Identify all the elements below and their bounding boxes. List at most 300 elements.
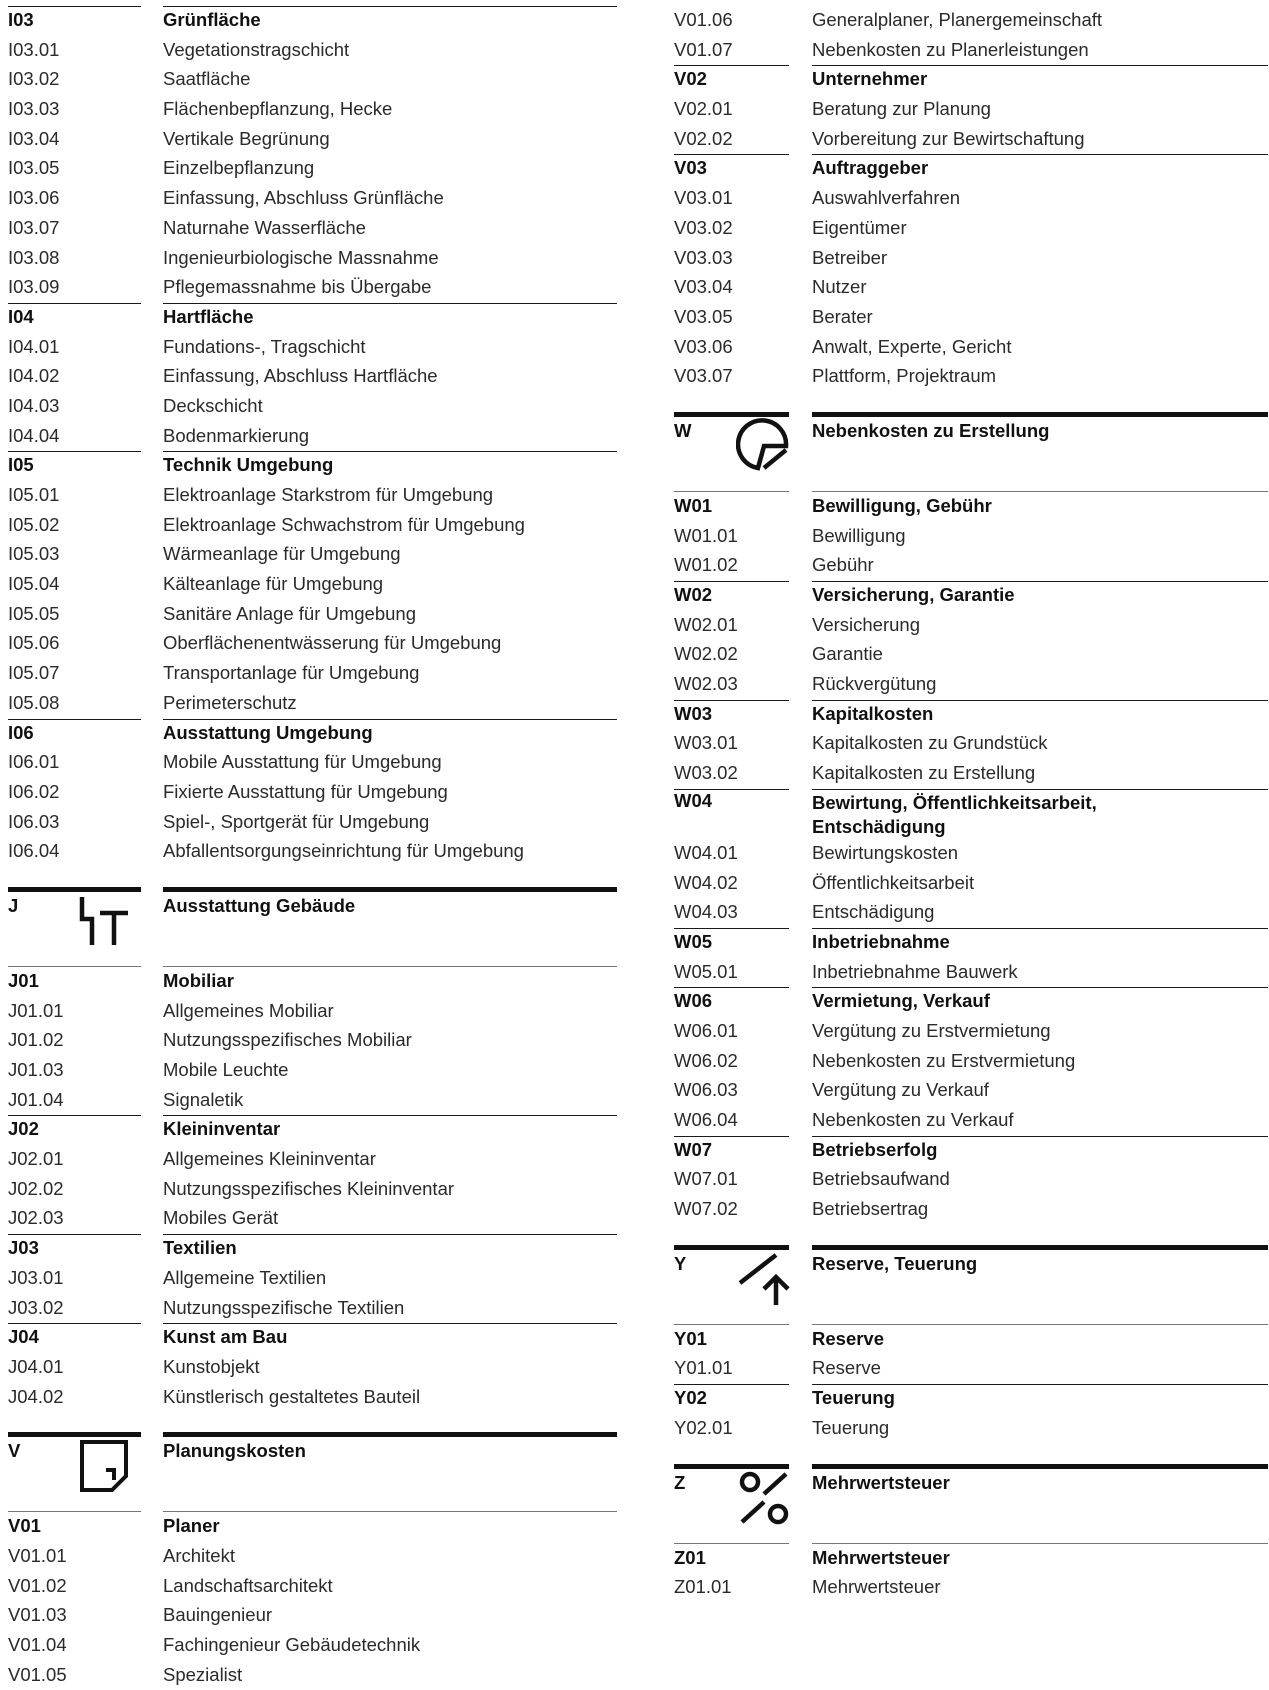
item-code: V01.03 — [8, 1604, 67, 1626]
group-code: W04 — [674, 789, 713, 811]
rising-arrow-icon — [736, 1251, 792, 1307]
item-label: Landschaftsarchitekt — [163, 1574, 333, 1596]
item-label: Ingenieurbiologische Massnahme — [163, 246, 439, 268]
group-code: V03 — [674, 157, 707, 179]
item-code: V03.05 — [674, 305, 733, 327]
section-title: Ausstattung Gebäude — [163, 894, 356, 916]
item-label: Betreiber — [812, 246, 888, 268]
item-code: Z01.01 — [674, 1576, 732, 1598]
item-code: W02.01 — [674, 613, 738, 635]
item-label: Nutzungsspezifisches Mobiliar — [163, 1029, 412, 1051]
section-header-j — [8, 887, 617, 967]
item-code: J02.01 — [8, 1148, 64, 1170]
item-row — [674, 1047, 1268, 1077]
item-label: Teuerung — [812, 1416, 890, 1438]
item-row — [8, 1145, 617, 1175]
group-code: I03 — [8, 9, 34, 30]
section-rule — [674, 1245, 789, 1250]
group-row-j02 — [8, 1115, 617, 1145]
item-label: Wärmeanlage für Umgebung — [163, 543, 401, 565]
item-row — [8, 1026, 617, 1056]
item-code: I03.08 — [8, 246, 60, 268]
item-code: V03.06 — [674, 335, 733, 357]
item-code: W07.02 — [674, 1198, 738, 1220]
item-code: I04.04 — [8, 424, 60, 446]
item-row — [8, 65, 617, 95]
group-row-w05 — [674, 928, 1268, 958]
item-label: Vergütung zu Verkauf — [812, 1079, 989, 1101]
group-label: Betriebserfolg — [812, 1138, 938, 1160]
item-row — [8, 1353, 617, 1383]
item-code: V01.02 — [8, 1574, 67, 1596]
item-label: Perimeterschutz — [163, 691, 297, 713]
group-row-i04 — [8, 303, 617, 333]
item-row — [674, 184, 1268, 214]
section-rule — [163, 887, 617, 892]
item-label: Allgemeine Textilien — [163, 1266, 327, 1288]
section-rule — [8, 1432, 141, 1437]
section-rule — [674, 412, 789, 417]
item-row — [8, 540, 617, 570]
item-row — [674, 6, 1268, 36]
group-label: Reserve — [812, 1327, 885, 1349]
group-label: Mobiliar — [163, 969, 234, 991]
item-code: I04.02 — [8, 365, 60, 387]
item-label: Einzelbepflanzung — [163, 157, 315, 179]
item-row — [674, 1414, 1268, 1444]
group-label: Vermietung, Verkauf — [812, 990, 990, 1012]
group-label: Hartfläche — [163, 305, 254, 327]
group-label: Auftraggeber — [812, 157, 929, 179]
group-code: Y02 — [674, 1387, 707, 1409]
item-row — [8, 600, 617, 630]
item-row — [8, 1601, 617, 1631]
item-row — [8, 837, 617, 867]
item-row — [8, 1056, 617, 1086]
group-label: Mehrwertsteuer — [812, 1546, 950, 1568]
left-column — [8, 0, 617, 1690]
item-code: I05.06 — [8, 632, 60, 654]
group-code: W05 — [674, 930, 713, 952]
item-row — [674, 1017, 1268, 1047]
group-label: Ausstattung Umgebung — [163, 721, 373, 743]
group-row-y02 — [674, 1384, 1268, 1414]
item-row — [8, 36, 617, 66]
item-label: Kälteanlage für Umgebung — [163, 573, 384, 595]
item-label: Bauingenieur — [163, 1604, 273, 1626]
item-code: V01.01 — [8, 1544, 67, 1566]
item-row — [674, 1106, 1268, 1136]
group-label: Technik Umgebung — [163, 454, 334, 476]
group-label: Unternehmer — [812, 68, 928, 90]
item-code: W06.01 — [674, 1019, 738, 1041]
item-label: Mobiles Gerät — [163, 1207, 279, 1229]
item-row — [8, 244, 617, 274]
item-label: Kapitalkosten zu Grundstück — [812, 732, 1048, 754]
item-row — [674, 522, 1268, 552]
item-label: Sanitäre Anlage für Umgebung — [163, 602, 417, 624]
item-code: I03.03 — [8, 98, 60, 120]
item-label: Abfallentsorgungseinrichtung für Umgebung — [163, 840, 524, 862]
item-code: J01.02 — [8, 1029, 64, 1051]
group-code: W06 — [674, 990, 713, 1012]
group-code: J01 — [8, 969, 39, 991]
group-code: I05 — [8, 454, 34, 476]
item-label: Bodenmarkierung — [163, 424, 310, 446]
item-row — [8, 1086, 617, 1116]
item-row — [8, 748, 617, 778]
item-label: Garantie — [812, 643, 883, 665]
item-label: Vergütung zu Erstvermietung — [812, 1019, 1051, 1041]
group-row-w01 — [674, 492, 1268, 522]
group-code: Y01 — [674, 1327, 707, 1349]
item-row — [8, 778, 617, 808]
item-row — [674, 303, 1268, 333]
group-row-j03 — [8, 1234, 617, 1264]
item-code: Y02.01 — [674, 1416, 733, 1438]
section-code: J — [8, 894, 19, 916]
group-code: W07 — [674, 1138, 713, 1160]
item-row — [674, 1354, 1268, 1384]
group-row-w06 — [674, 987, 1268, 1017]
item-label: Spiel-, Sportgerät für Umgebung — [163, 810, 430, 832]
item-row — [8, 95, 617, 125]
item-label: Mobile Ausstattung für Umgebung — [163, 751, 442, 773]
item-row — [8, 392, 617, 422]
item-code: V02.02 — [674, 127, 733, 149]
item-label: Nutzer — [812, 276, 867, 298]
item-label: Betriebsaufwand — [812, 1168, 950, 1190]
item-label: Künstlerisch gestaltetes Bauteil — [163, 1385, 421, 1407]
item-label: Naturnahe Wasserfläche — [163, 216, 366, 238]
group-row-w07 — [674, 1136, 1268, 1166]
item-label: Kunstobjekt — [163, 1355, 260, 1377]
item-code: J02.03 — [8, 1207, 64, 1229]
item-code: I03.07 — [8, 216, 60, 238]
item-row — [8, 570, 617, 600]
item-code: I03.04 — [8, 127, 60, 149]
item-row — [8, 1631, 617, 1661]
group-label: Bewirtung, Öffentlichkeitsarbeit, Entschädigung — [812, 791, 1097, 837]
item-label: Pflegemassnahme bis Übergabe — [163, 276, 432, 298]
item-label: Fundations-, Tragschicht — [163, 335, 366, 357]
group-row-i03 — [8, 6, 617, 36]
item-label: Inbetriebnahme Bauwerk — [812, 960, 1018, 982]
section-rule — [812, 1464, 1268, 1469]
section-code: Y — [674, 1252, 687, 1274]
item-label: Nebenkosten zu Planerleistungen — [812, 38, 1089, 60]
item-row — [8, 629, 617, 659]
item-label: Fixierte Ausstattung für Umgebung — [163, 780, 448, 802]
item-code: W04.02 — [674, 871, 738, 893]
item-label: Fachingenieur Gebäudetechnik — [163, 1634, 421, 1655]
item-label: Entschädigung — [812, 901, 935, 923]
section-rule — [674, 1464, 789, 1469]
item-label: Elektroanlage Schwachstrom für Umgebung — [163, 513, 525, 535]
item-row — [674, 640, 1268, 670]
item-label: Auswahlverfahren — [812, 187, 961, 209]
item-label: Allgemeines Kleininventar — [163, 1148, 376, 1170]
item-label: Mobile Leuchte — [163, 1059, 289, 1080]
item-label: Plattform, Projektraum — [812, 365, 997, 387]
item-row — [8, 1264, 617, 1294]
item-code: I05.08 — [8, 691, 60, 713]
item-code: I06.02 — [8, 780, 60, 802]
item-code: W07.01 — [674, 1168, 738, 1190]
item-label: Nutzungsspezifische Textilien — [163, 1296, 405, 1318]
item-code: I06.04 — [8, 840, 60, 862]
item-code: Y01.01 — [674, 1357, 733, 1379]
section-header-w — [674, 412, 1268, 492]
item-label: Spezialist — [163, 1663, 243, 1685]
item-row — [8, 1204, 617, 1234]
item-code: I05.02 — [8, 513, 60, 535]
group-row-w03 — [674, 700, 1268, 730]
item-code: V02.01 — [674, 98, 733, 120]
item-row — [8, 689, 617, 719]
item-code: V01.04 — [8, 1634, 67, 1655]
item-row — [8, 422, 617, 452]
item-label: Einfassung, Abschluss Hartfläche — [163, 365, 438, 387]
item-code: I05.04 — [8, 573, 60, 595]
item-row — [674, 551, 1268, 581]
pie-icon — [736, 418, 792, 474]
item-label: Nebenkosten zu Verkauf — [812, 1109, 1014, 1130]
item-label: Rückvergütung — [812, 673, 937, 695]
section-title: Nebenkosten zu Erstellung — [812, 419, 1050, 441]
item-code: J01.04 — [8, 1088, 64, 1110]
item-row — [8, 808, 617, 838]
group-row-v01 — [8, 1512, 617, 1542]
group-row-j01 — [8, 967, 617, 997]
item-code: W02.03 — [674, 673, 738, 695]
group-code: W01 — [674, 494, 713, 516]
document-icon — [76, 1438, 132, 1494]
item-row — [8, 273, 617, 303]
item-label: Öffentlichkeitsarbeit — [812, 871, 975, 893]
group-row-w02 — [674, 581, 1268, 611]
section-title: Planungskosten — [163, 1440, 306, 1462]
group-row-v02 — [674, 65, 1268, 95]
item-code: V03.02 — [674, 216, 733, 238]
group-code: I04 — [8, 305, 34, 327]
item-code: V01.06 — [674, 9, 733, 30]
item-code: V03.07 — [674, 365, 733, 387]
item-code: W04.03 — [674, 901, 738, 923]
item-row — [674, 670, 1268, 700]
group-label: Grünfläche — [163, 9, 261, 30]
group-rule — [812, 789, 1268, 790]
group-code: J02 — [8, 1118, 39, 1140]
item-row — [674, 273, 1268, 303]
item-row — [8, 1542, 617, 1572]
item-code: I06.01 — [8, 751, 60, 773]
group-row-i05 — [8, 451, 617, 481]
item-row — [8, 184, 617, 214]
item-label: Nutzungsspezifisches Kleininventar — [163, 1177, 455, 1199]
item-row — [674, 611, 1268, 641]
item-code: V01.05 — [8, 1663, 67, 1685]
item-code: V01.07 — [674, 38, 733, 60]
section-title: Mehrwertsteuer — [812, 1471, 950, 1493]
section-code: Z — [674, 1471, 686, 1493]
item-label: Saatfläche — [163, 68, 251, 90]
item-row — [8, 1383, 617, 1413]
item-row — [674, 1195, 1268, 1225]
group-row-w04 — [674, 789, 1268, 839]
section-rule — [812, 1245, 1268, 1250]
item-label: Gebühr — [812, 554, 874, 576]
item-label: Signaletik — [163, 1088, 244, 1110]
group-code: J03 — [8, 1237, 39, 1259]
item-code: W05.01 — [674, 960, 738, 982]
item-row — [8, 125, 617, 155]
group-row-y01 — [674, 1325, 1268, 1355]
furniture-icon — [76, 893, 132, 949]
item-code: V03.01 — [674, 187, 733, 209]
section-rule — [8, 887, 141, 892]
item-label: Eigentümer — [812, 216, 907, 238]
item-row — [8, 333, 617, 363]
group-code: Z01 — [674, 1546, 706, 1568]
item-code: J01.01 — [8, 999, 64, 1021]
item-row — [8, 1175, 617, 1205]
item-label: Flächenbepflanzung, Hecke — [163, 98, 393, 120]
item-code: W03.01 — [674, 732, 738, 754]
item-row — [674, 36, 1268, 66]
item-label: Nebenkosten zu Erstvermietung — [812, 1049, 1076, 1071]
item-code: I06.03 — [8, 810, 60, 832]
item-row — [8, 481, 617, 511]
item-row — [674, 759, 1268, 789]
section-code: V — [8, 1440, 21, 1462]
item-label: Architekt — [163, 1544, 235, 1566]
item-row — [8, 1661, 617, 1690]
item-code: I05.05 — [8, 602, 60, 624]
group-code: W03 — [674, 702, 713, 724]
item-code: W04.01 — [674, 841, 738, 863]
item-label: Generalplaner, Planergemeinschaft — [812, 9, 1103, 30]
item-code: J01.03 — [8, 1059, 64, 1080]
item-row — [674, 244, 1268, 274]
item-label: Vertikale Begrünung — [163, 127, 330, 149]
right-column — [674, 0, 1268, 1603]
section-header-z — [674, 1464, 1268, 1544]
item-code: I05.01 — [8, 484, 60, 505]
item-code: I04.01 — [8, 335, 60, 357]
item-row — [674, 1573, 1268, 1603]
item-code: I04.03 — [8, 394, 60, 416]
item-code: J04.02 — [8, 1385, 64, 1407]
item-label: Berater — [812, 305, 873, 327]
section-header-y — [674, 1245, 1268, 1325]
group-label: Teuerung — [812, 1387, 895, 1409]
item-row — [674, 1165, 1268, 1195]
item-label: Kapitalkosten zu Erstellung — [812, 762, 1036, 784]
section-title: Reserve, Teuerung — [812, 1252, 978, 1274]
group-code: W02 — [674, 584, 713, 605]
section-rule — [812, 412, 1268, 417]
item-code: J03.01 — [8, 1266, 64, 1288]
item-code: W06.03 — [674, 1079, 738, 1101]
item-code: J03.02 — [8, 1296, 64, 1318]
group-row-v03 — [674, 154, 1268, 184]
item-code: W03.02 — [674, 762, 738, 784]
item-label: Bewirtungskosten — [812, 841, 959, 863]
group-label: Versicherung, Garantie — [812, 584, 1015, 605]
item-label: Einfassung, Abschluss Grünfläche — [163, 187, 444, 209]
section-code: W — [674, 419, 692, 441]
item-label: Reserve — [812, 1357, 881, 1379]
group-label: Inbetriebnahme — [812, 930, 950, 952]
group-row-z01 — [674, 1544, 1268, 1574]
item-row — [8, 214, 617, 244]
item-code: I03.01 — [8, 38, 60, 60]
item-label: Deckschicht — [163, 394, 263, 416]
item-label: Elektroanlage Starkstrom für Umgebung — [163, 484, 494, 505]
item-label: Oberflächenentwässerung für Umgebung — [163, 632, 502, 654]
item-row — [8, 362, 617, 392]
item-code: J02.02 — [8, 1177, 64, 1199]
item-row — [674, 125, 1268, 155]
item-row — [8, 659, 617, 689]
item-code: W06.04 — [674, 1109, 738, 1130]
group-label: Kunst am Bau — [163, 1326, 288, 1348]
item-code: V03.03 — [674, 246, 733, 268]
group-label: Kapitalkosten — [812, 702, 934, 724]
group-label: Bewilligung, Gebühr — [812, 494, 992, 516]
section-rule — [163, 1432, 617, 1437]
item-row — [674, 869, 1268, 899]
item-row — [8, 154, 617, 184]
item-row — [674, 898, 1268, 928]
group-label: Planer — [163, 1515, 220, 1537]
group-label: Kleininventar — [163, 1118, 281, 1140]
group-code: V02 — [674, 68, 707, 90]
item-code: I03.09 — [8, 276, 60, 298]
section-header-v — [8, 1432, 617, 1512]
item-row — [674, 1076, 1268, 1106]
item-code: W02.02 — [674, 643, 738, 665]
item-code: I03.06 — [8, 187, 60, 209]
item-row — [8, 511, 617, 541]
item-code: I05.03 — [8, 543, 60, 565]
group-code: J04 — [8, 1326, 39, 1348]
item-code: V03.04 — [674, 276, 733, 298]
percent-icon — [736, 1470, 792, 1526]
item-code: W01.01 — [674, 524, 738, 546]
item-row — [674, 214, 1268, 244]
item-row — [674, 333, 1268, 363]
item-code: I03.05 — [8, 157, 60, 179]
item-code: J04.01 — [8, 1355, 64, 1377]
item-row — [674, 839, 1268, 869]
item-label: Allgemeines Mobiliar — [163, 999, 334, 1021]
item-label: Vegetationstragschicht — [163, 38, 350, 60]
item-label: Mehrwertsteuer — [812, 1576, 941, 1598]
item-label: Transportanlage für Umgebung — [163, 662, 420, 684]
item-row — [8, 1294, 617, 1324]
item-row — [674, 362, 1268, 392]
item-row — [674, 958, 1268, 988]
group-row-i06 — [8, 719, 617, 749]
item-label: Versicherung — [812, 613, 920, 635]
group-code: I06 — [8, 721, 34, 743]
item-row — [8, 997, 617, 1027]
item-row — [674, 95, 1268, 125]
item-label: Anwalt, Experte, Gericht — [812, 335, 1012, 357]
item-code: I03.02 — [8, 68, 60, 90]
